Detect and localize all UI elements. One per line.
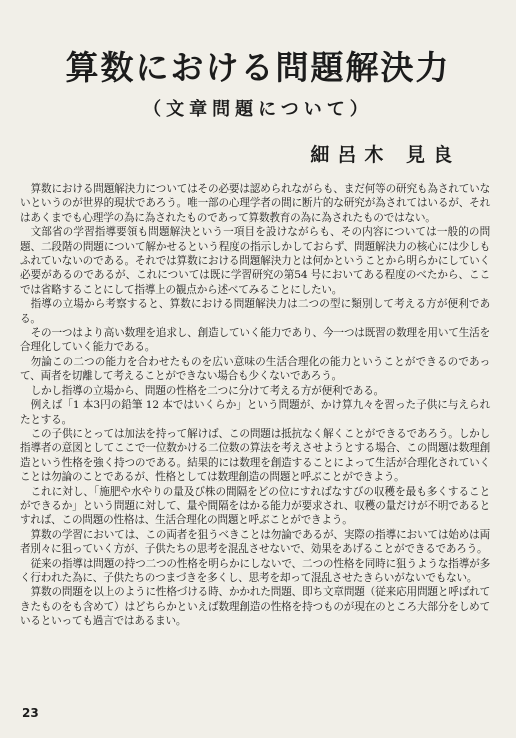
article-subtitle: （文章問題について） <box>143 99 373 120</box>
paragraph: その一つはより高い数理を追求し、創造していく能力であり、今一つは既習の数理を用いて生活を合理化していく能力である。 <box>20 327 490 354</box>
page-number: 23 <box>22 706 39 720</box>
article-title: 算数における問題解決力 <box>65 48 451 87</box>
paragraph: 算数の問題を以上のように性格づける時、かかれた問題、即ち文章問題（従来応用問題と呼ばれてきたものをも含めて）はどちらかといえば数理創造の性格を持つものが現在のところ大部分をしめているといっても過言ではあるまい。 <box>20 586 490 628</box>
paragraph: 例えば「1 本3円の鉛筆 12 本ではいくらか」という問題が、かけ算九々を習った子供に与えられたとする。 <box>20 399 490 426</box>
paragraph: これに対し、「施肥や水やりの量及び株の間隔をどの位にすればなすびの収穫を最も多くすることができるか」という問題に対して、量や間隔をはかる能力が要求され、収穫の量だけが不明であるとすれば、この問題の性格は、生活合理化の問題と呼ぶことができよう。 <box>20 485 490 527</box>
paragraph: 従来の指導は問題の持つ二つの性格を明らかにしないで、二つの性格を同時に狙うような指導が多く行われた為に、子供たちのつまづきを多くし、思考を却って混乱させたきらいがないでもない。 <box>20 557 490 584</box>
paragraph: しかし指導の立場から、問題の性格を二つに分けて考える方が便利である。 <box>30 384 384 397</box>
author-name: 細呂木 見良 <box>310 144 460 166</box>
paragraph: 文部省の学習指導要領も問題解決という一項目を設けながらも、その内容については一般的の問題、二段階の問題について解かせるという程度の指示しかしておらず、問題解決力の核心には少しもふれていないのである。それでは算数における問題解決力とは何かということから明らかにしていく必要があるのであるが、これについては既に学習研究の第54 号においてある程度のべたから、ここでは省略することにして指導上の観点から述べてみることにしたい。 <box>20 226 490 296</box>
article-body <box>20 182 490 629</box>
paragraph: 指導の立場から考察すると、算数における問題解決力は二つの型に類別して考える方が便利である。 <box>20 298 490 325</box>
paragraph: 算数の学習においては、この両者を狙うべきことは勿論であるが、実際の指導においては始めは両者別々に狙っていく方が、子供たちの思考を混乱させないで、効果をあげることができるであろう。 <box>20 528 490 556</box>
paragraph: 算数における問題解決力についてはその必要は認められながらも、まだ何等の研究も為されていないというのが世界的現状であろう。唯一部の心理学者の間に断片的な研究が為されてはいるが、それはあくまでも心理学の為に為されたものであって算数教育の為に為されたものではない。 <box>20 183 490 224</box>
paragraph: この子供にとっては加法を持って解けば、この問題は抵抗なく解くことができるであろう。しかし指導者の意図としてここで一位数かける二位数の算法を考えさせようとする場合、この問題は数理創造という性格を強く持つのである。結果的には数理を創造することによって生活が合理化されていくことは勿論のことであるが、性格としては数理創造の問題と呼ぶことができよう。 <box>20 427 490 484</box>
paragraph: 勿論この二つの能力を合わせたものを広い意味の生活合理化の能力ということができるのであって、両者を切離して考えることができない場合も少くないであろう。 <box>20 355 490 383</box>
